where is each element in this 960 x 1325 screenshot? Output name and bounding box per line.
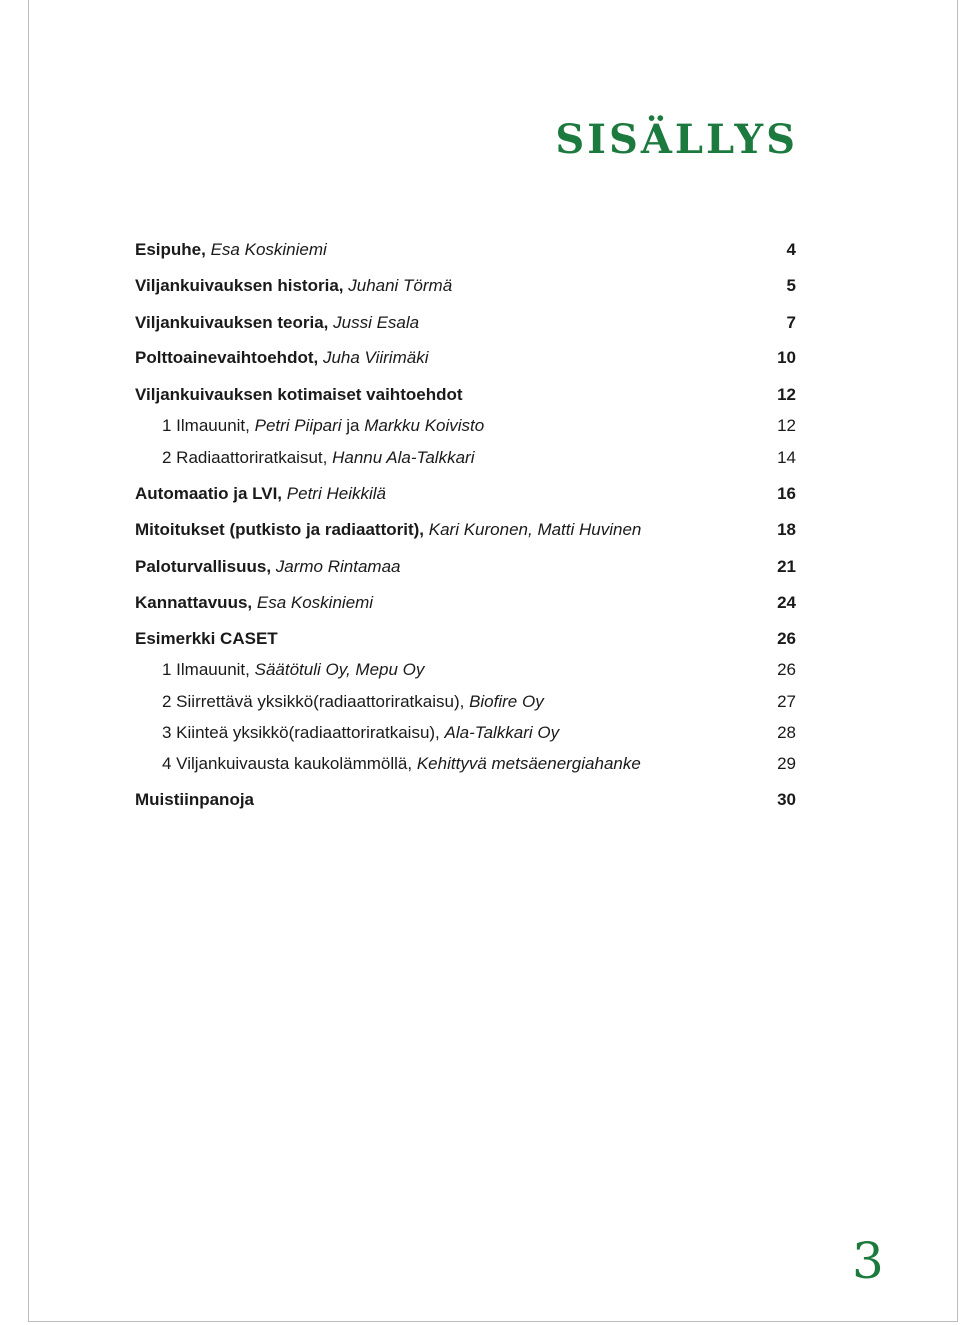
toc-entry-text (135, 274, 452, 298)
toc-entry-polttoaine[interactable] (135, 346, 796, 370)
toc-entry-author: Biofire Oy (469, 692, 544, 711)
toc-entry-title: Esimerkki CASET (135, 629, 278, 648)
toc-entry-author: Juha Viirimäki (322, 348, 429, 367)
toc-entry-title: 2 Siirrettävä yksikkö(radiaattoriratkaisu), (162, 692, 465, 711)
toc-entry-title: Viljankuivauksen kotimaiset vaihtoehdot (135, 385, 463, 404)
toc-entry-page: 26 (777, 629, 796, 648)
toc-entry-title: Viljankuivauksen historia, (135, 276, 344, 295)
toc-entry-text (135, 591, 373, 615)
toc-entry-text (162, 752, 641, 776)
toc-entry-connector: ja (346, 416, 360, 435)
toc-entry-author: Jussi Esala (333, 313, 420, 332)
toc-entry-author: Ala-Talkkari Oy (444, 723, 560, 742)
toc-entry-historia[interactable] (135, 274, 796, 298)
toc-entry-author: Hannu Ala-Talkkari (332, 448, 475, 467)
toc-entry-teoria[interactable] (135, 311, 796, 335)
toc-entry-author: Esa Koskiniemi (256, 593, 374, 612)
toc-entry-text (135, 238, 327, 262)
toc-entry-mitoitukset[interactable] (135, 518, 796, 542)
toc-entry-page: 5 (786, 276, 796, 295)
toc-entry-author: Esa Koskiniemi (210, 240, 327, 259)
toc-subentry-siirrettava[interactable] (135, 690, 796, 714)
table-of-contents (135, 0, 796, 1325)
toc-entry-text (135, 383, 463, 407)
toc-entry-muistiinpanoja[interactable] (135, 788, 796, 812)
toc-entry-author: Jarmo Rintamaa (275, 557, 401, 576)
toc-entry-page: 21 (777, 557, 796, 576)
toc-entry-title: Paloturvallisuus, (135, 557, 272, 576)
toc-entry-title: 1 Ilmauunit, (162, 660, 250, 679)
toc-subentry-kaukolampo[interactable] (135, 752, 796, 776)
toc-entry-author: Petri Piipari (254, 416, 342, 435)
toc-entry-automaatio[interactable] (135, 482, 796, 506)
toc-entry-text (162, 446, 474, 470)
toc-entry-caset[interactable] (135, 627, 796, 651)
toc-entry-page: 12 (777, 385, 796, 404)
toc-entry-page: 12 (777, 416, 796, 435)
toc-entry-kannattavuus[interactable] (135, 591, 796, 615)
toc-entry-page: 7 (786, 313, 796, 332)
toc-entry-kotimaiset[interactable] (135, 383, 796, 407)
toc-entry-page: 14 (777, 448, 796, 467)
toc-entry-text (135, 627, 278, 651)
toc-subentry-case-ilmauunit[interactable] (135, 658, 796, 682)
toc-entry-title: Automaatio ja LVI, (135, 484, 283, 503)
toc-entry-text (135, 346, 428, 370)
toc-entry-author: Juhani Törmä (348, 276, 453, 295)
toc-entry-page: 4 (786, 240, 796, 259)
toc-entry-author: Kehittyvä metsäenergiahanke (416, 754, 641, 773)
toc-subentry-kiintea[interactable] (135, 721, 796, 745)
toc-entry-page: 26 (777, 660, 796, 679)
toc-entry-author: Petri Heikkilä (286, 484, 386, 503)
toc-entry-text (135, 311, 419, 335)
toc-entry-title: Viljankuivauksen teoria, (135, 313, 329, 332)
toc-entry-page: 27 (777, 692, 796, 711)
toc-entry-title: 1 Ilmauunit, (162, 416, 250, 435)
toc-entry-author: Kari Kuronen, Matti Huvinen (428, 520, 642, 539)
toc-entry-text (135, 518, 641, 542)
toc-entry-page: 10 (777, 348, 796, 367)
toc-entry-title: 3 Kiinteä yksikkö(radiaattoriratkaisu), (162, 723, 440, 742)
toc-entry-esipuhe[interactable] (135, 238, 796, 262)
toc-entry-text (162, 690, 544, 714)
toc-entry-page: 28 (777, 723, 796, 742)
toc-entry-page: 24 (777, 593, 796, 612)
toc-entry-title: Mitoitukset (putkisto ja radiaattorit), (135, 520, 425, 539)
page-number: 3 (852, 1232, 884, 1290)
toc-entry-page: 16 (777, 484, 796, 503)
toc-subentry-ilmauunit[interactable] (135, 414, 796, 438)
toc-subentry-radiaattori[interactable] (135, 446, 796, 470)
toc-entry-title: 4 Viljankuivausta kaukolämmöllä, (162, 754, 413, 773)
toc-entry-text (135, 482, 386, 506)
toc-entry-page: 30 (777, 790, 796, 809)
toc-entry-text (135, 555, 401, 579)
toc-entry-text (135, 788, 254, 812)
toc-entry-paloturvallisuus[interactable] (135, 555, 796, 579)
toc-entry-text (162, 414, 484, 438)
toc-entry-page: 29 (777, 754, 796, 773)
toc-entry-title: Polttoainevaihtoehdot, (135, 348, 319, 367)
toc-entry-text (162, 721, 559, 745)
toc-entry-title: Esipuhe, (135, 240, 206, 259)
toc-entry-author: Markku Koivisto (364, 416, 485, 435)
toc-entry-author: Säätötuli Oy, Mepu Oy (254, 660, 425, 679)
page-title: SISÄLLYS (555, 116, 798, 163)
toc-entry-title: 2 Radiaattoriratkaisut, (162, 448, 328, 467)
toc-entry-page: 18 (777, 520, 796, 539)
toc-entry-text (162, 658, 424, 682)
toc-entry-title: Muistiinpanoja (135, 790, 254, 809)
toc-entry-title: Kannattavuus, (135, 593, 253, 612)
